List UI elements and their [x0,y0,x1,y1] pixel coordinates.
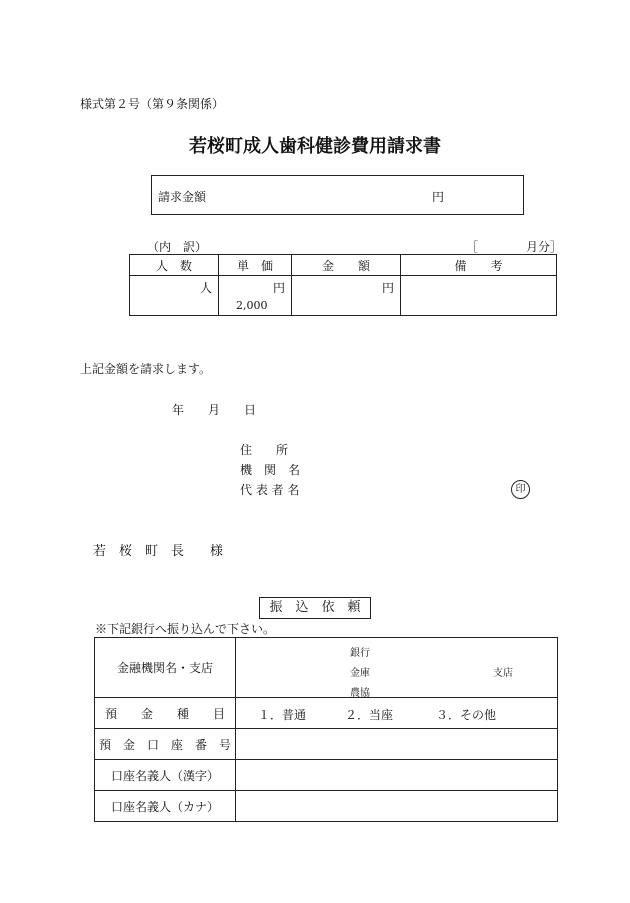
seal-icon: 印 [511,480,530,499]
deposit-type-cell [236,698,558,729]
deposit-option-ordinary[interactable]: １．普通 [258,708,307,722]
form-number: 様式第２号（第９条関係） [80,97,225,111]
bank-label: 金融機関名・支店 [95,638,236,698]
unit-price-value: 2,000 [236,299,268,312]
bank-type-shinkin: 金庫 [350,668,370,679]
header-remarks: 備 考 [401,255,557,276]
bank-input-cell[interactable] [236,638,558,698]
transfer-row-bank [95,638,558,698]
date-label: 年 月 日 [172,403,257,417]
holder-kana-cell[interactable] [236,791,558,822]
unit-price-cell [219,276,292,316]
bank-type-bank: 銀行 [350,648,370,659]
header-amount: 金 額 [292,255,401,276]
month-label: ［ 月分］ [466,240,563,254]
bank-type-agri: 農協 [350,688,370,699]
address-label: 住 所 [240,443,289,457]
transfer-row-account-number [95,729,558,760]
breakdown-data-row [130,276,557,316]
transfer-row-holder-kana [95,791,558,822]
amount-unit: 円 [381,281,394,295]
claim-amount-unit: 円 [432,190,445,204]
breakdown-table [129,254,557,316]
deposit-option-other[interactable]: ３．その他 [436,708,497,722]
representative-label: 代 表 者 名 [240,483,300,497]
account-number-cell[interactable] [236,729,558,760]
statement-text: 上記金額を請求します。 [80,362,212,376]
page-title: 若桜町成人歯科健診費用請求書 [189,136,441,157]
holder-kana-label: 口座名義人（カナ） [95,791,236,822]
breakdown-label: （内 訳） [147,240,208,254]
breakdown-header-row [130,255,557,276]
amount-cell[interactable] [292,276,401,316]
holder-kanji-cell[interactable] [236,760,558,791]
addressee: 若 桜 町 長 様 [93,544,224,559]
header-count: 人 数 [130,255,219,276]
holder-kanji-label: 口座名義人（漢字） [95,760,236,791]
account-number-label: 預 金 口 座 番 号 [95,729,236,760]
count-cell[interactable] [130,276,219,316]
remarks-cell[interactable] [401,276,557,316]
claim-amount-label: 請求金額 [158,190,207,204]
branch-label: 支店 [493,668,513,679]
institution-label: 機 関 名 [240,463,301,477]
deposit-option-current[interactable]: ２．当座 [345,708,394,722]
claim-amount-box[interactable] [151,175,524,215]
transfer-row-holder-kanji [95,760,558,791]
transfer-table [94,637,558,822]
deposit-type-label: 預 金 種 目 [95,698,236,729]
transfer-note: ※下記銀行へ振り込んで下さい。 [95,622,276,636]
transfer-title: 振 込 依 頼 [259,597,371,619]
transfer-row-deposit-type [95,698,558,729]
unit-price-unit: 円 [272,281,285,295]
count-unit: 人 [199,281,212,295]
header-unit-price: 単 価 [219,255,292,276]
